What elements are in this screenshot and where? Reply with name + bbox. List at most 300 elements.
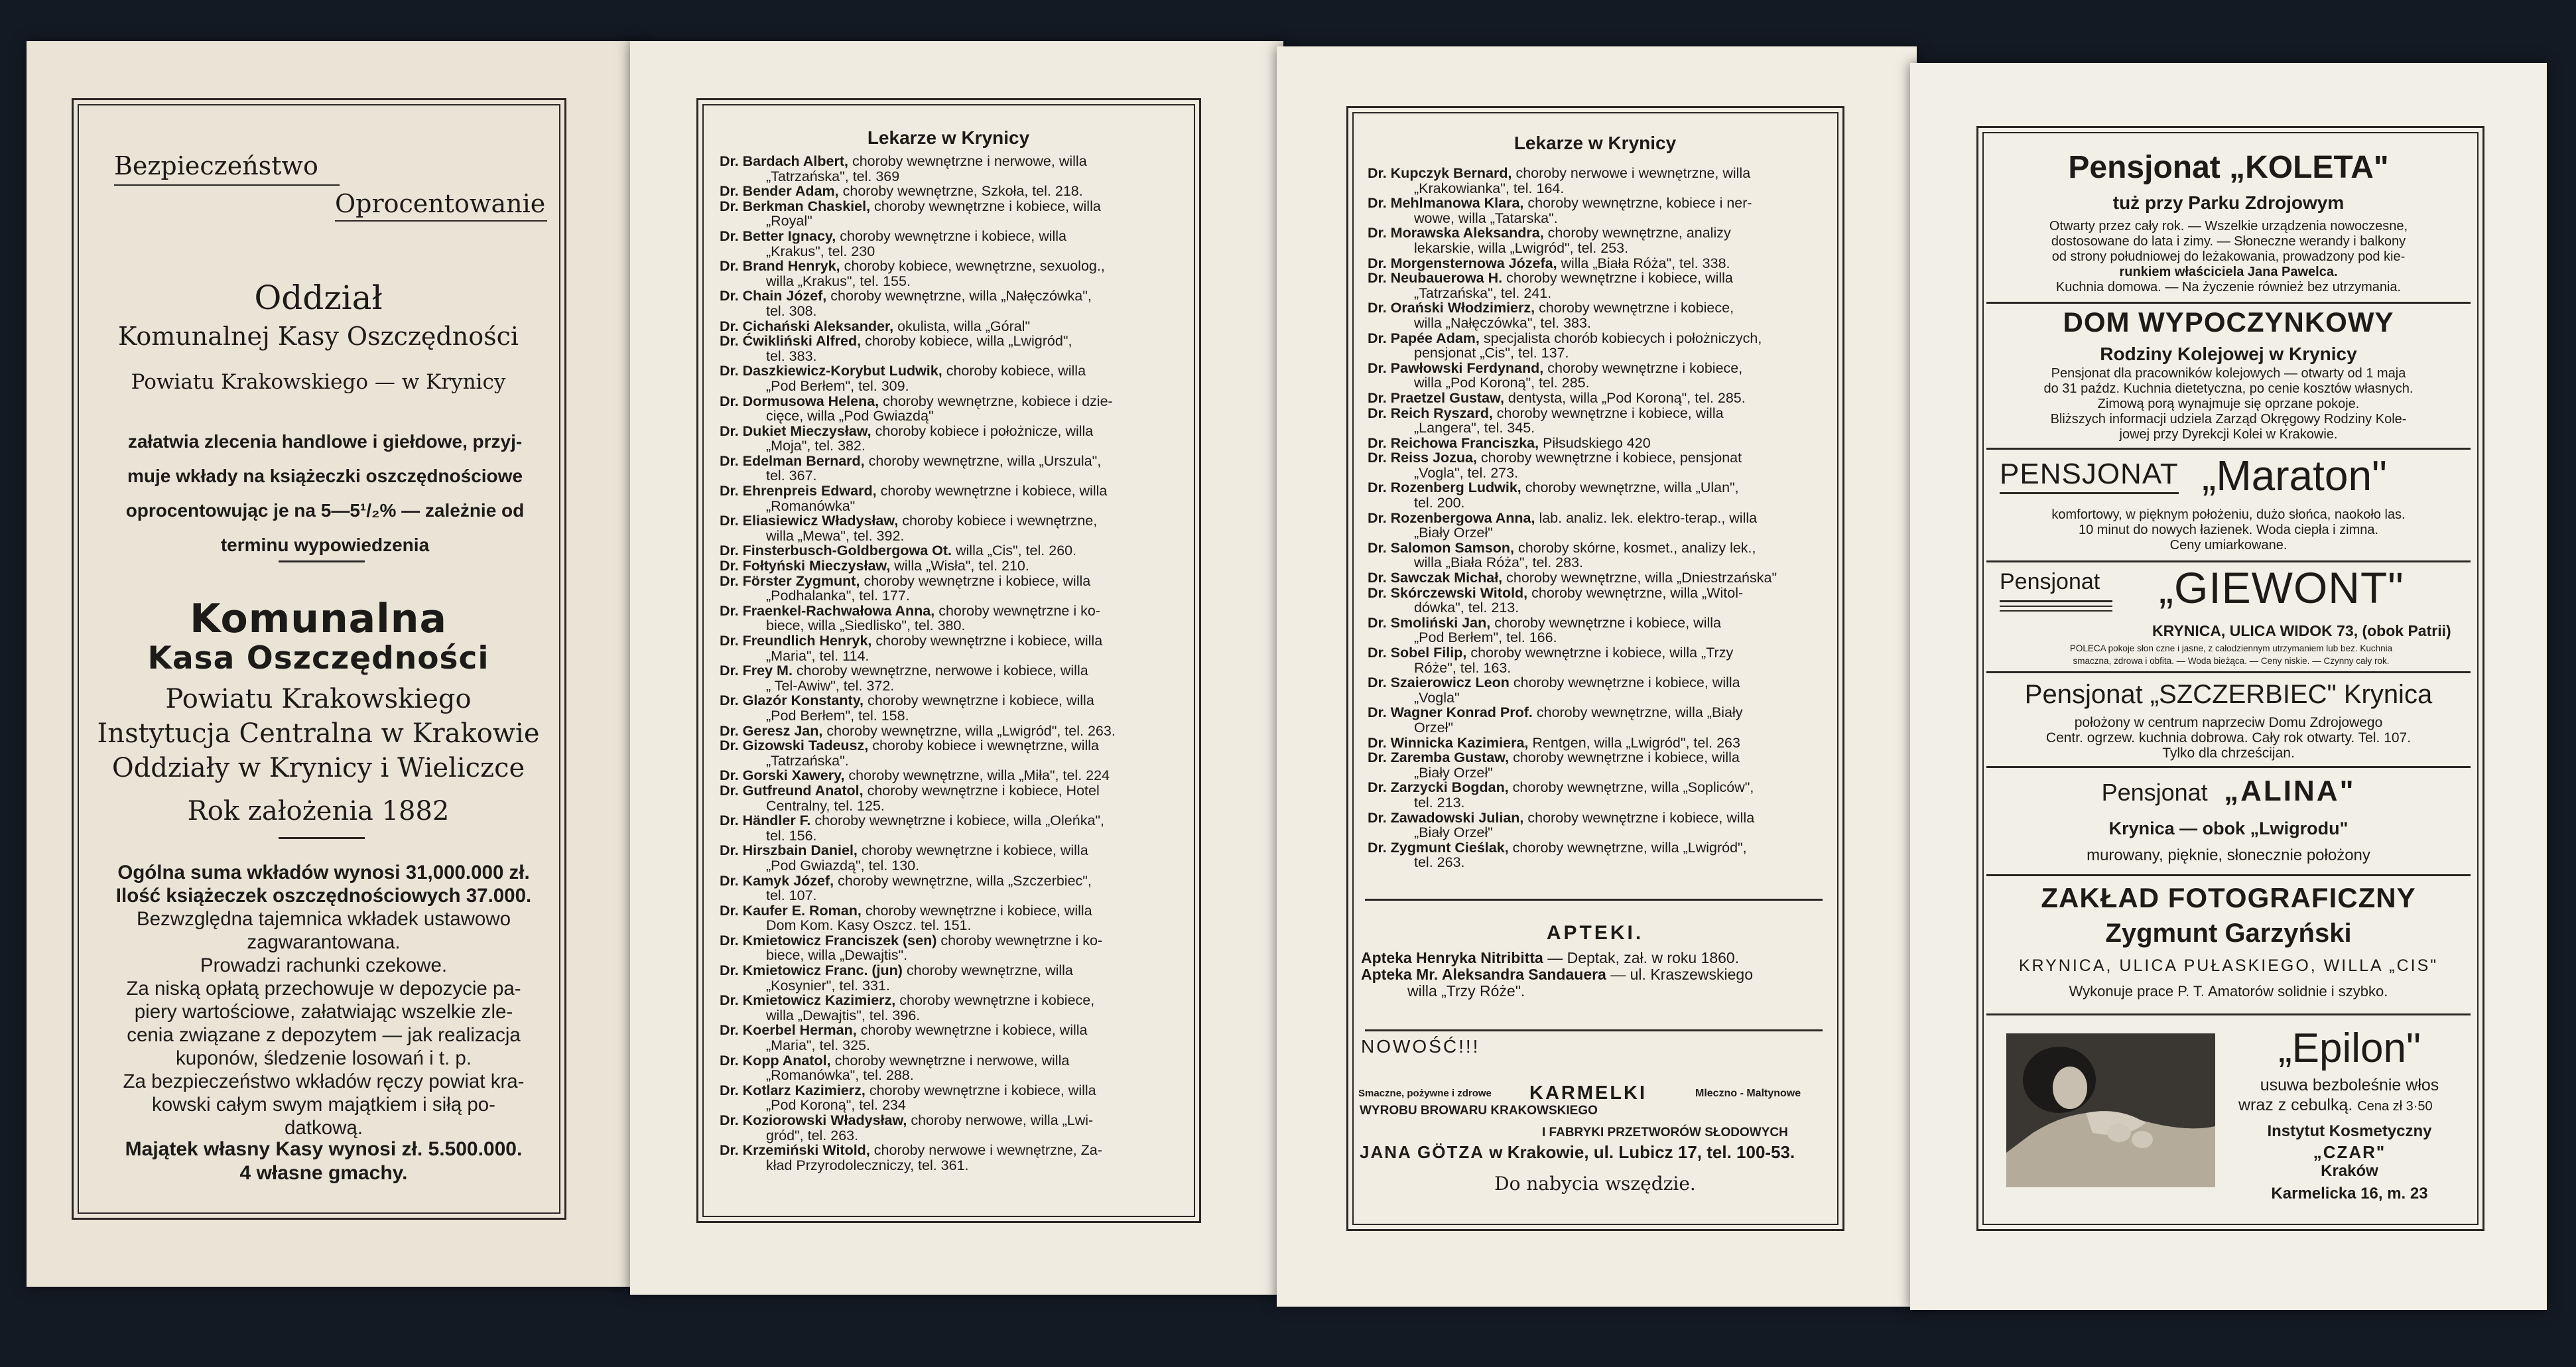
komunalna-title: Komunalna <box>190 596 447 642</box>
giewont-prefix-underline-3 <box>2000 610 2112 612</box>
koleta-line: Kuchnia domowa. — Na życzenie również bez utrzymania. <box>2055 280 2402 294</box>
entry-continuation: willa „Dewajtis", tel. 396. <box>766 1007 921 1023</box>
info-line: cenia związane z depozytem — jak realizacja <box>127 1024 521 1046</box>
entry-text: choroby wewnętrzne, nerwowe i kobiece, willa <box>796 663 1088 679</box>
entry-name: Dr. Koziorowski Władysław, <box>720 1112 907 1128</box>
entry-text: choroby wewnętrzne i kobiece, pensjonat <box>1480 450 1742 466</box>
entry-name: Dr. Bardach Albert, <box>720 153 848 169</box>
entry-text: choroby wewnętrzne i kobiece, willa <box>861 842 1088 859</box>
entry-text: choroby wewnętrzne i kobiece, willa <box>1494 614 1721 631</box>
oddzial-title: Oddział <box>254 279 383 317</box>
entry-name: Dr. Daszkiewicz-Korybut Ludwik, <box>720 363 942 379</box>
entry-text: choroby wewnętrzne, kobiece i ner- <box>1527 195 1752 212</box>
list-item <box>720 993 1181 1023</box>
epilon-price: Cena zł 3·50 <box>2357 1099 2433 1114</box>
info-line: Bezwzględna tajemnica wkładek ustawowo <box>136 908 511 930</box>
entry-text: choroby wewnętrzne i kobiece, willa <box>874 198 1101 214</box>
list-item <box>720 363 1181 393</box>
entry-continuation: tel. 107. <box>766 887 817 904</box>
entry-name: Dr. Skórczewski Witold, <box>1368 584 1528 601</box>
entry-continuation: „Kosynier", tel. 331. <box>766 977 890 994</box>
entry-name: Dr. Reich Ryszard, <box>1368 405 1493 421</box>
entry-continuation: „Vogla" <box>1414 689 1460 706</box>
entry-continuation: „Biały Orzeł" <box>1414 764 1493 781</box>
entry-name: Dr. Brand Henryk, <box>720 258 840 275</box>
entry-name: Dr. Papée Adam, <box>1368 330 1480 346</box>
entry-continuation: pensjonat „Cis", tel. 137. <box>1414 345 1569 361</box>
koleta-line: od strony południowej do leżakowania, prowadzony pod kie- <box>2051 249 2406 264</box>
entry-text: choroby wewnętrzne, willa „Szczerbiec", <box>838 872 1092 889</box>
giewont-name: „GIEWONT" <box>2159 563 2404 612</box>
list-item <box>720 783 1181 813</box>
list-item <box>720 319 1181 334</box>
list-item <box>1368 736 1825 751</box>
info-line: kowski całym swym majątkiem i siłą po- <box>152 1094 495 1116</box>
list-item <box>1368 780 1825 810</box>
info-line: Za bezpieczeństwo wkładów ręczy powiat kra- <box>123 1071 525 1092</box>
entry-text: choroby wewnętrzne i kobiece, willa <box>840 228 1067 244</box>
dom-line: Zimową porą wynajmuje się oprzane pokoje. <box>2097 397 2360 411</box>
entry-text: choroby wewnętrzne i kobiece, willa <box>1513 749 1740 766</box>
entry-name: Dr. Kopp Anatol, <box>720 1052 831 1069</box>
dom-line: Pensjonat dla pracowników kolejowych — otwarty od 1 maja <box>2051 366 2406 381</box>
entry-name: Dr. Krzemiński Witold, <box>720 1142 870 1159</box>
entry-text: choroby wewnętrzne, willa „Ulan", <box>1525 480 1739 496</box>
entry-continuation: „Tatrzańska". <box>766 752 849 769</box>
entry-text: choroby wewnętrzne, willa „Nałęczówka", <box>830 288 1092 304</box>
dom-line: jowej przy Dyrekcji Kolei w Krakowie. <box>2119 427 2338 442</box>
body-line: oprocentowując je na 5—5¹/₂% — zależnie od <box>125 500 525 521</box>
entry-name: Dr. Kamyk Józef, <box>720 872 834 889</box>
list-item <box>1368 586 1825 616</box>
alina-name: „ALINA" <box>2224 775 2356 807</box>
karmelki-word: KARMELKI <box>1529 1082 1647 1104</box>
alina-text: murowany, pięknie, słonecznie położony <box>2087 846 2370 864</box>
entry-name: Dr. Freundlich Henryk, <box>720 633 872 649</box>
list-item <box>720 1143 1181 1173</box>
entry-continuation: tel. 367. <box>766 468 817 484</box>
entry-name: Dr. Förster Zygmunt, <box>720 572 860 589</box>
entry-text: choroby wewnętrzne, willa „Urszula", <box>868 452 1102 469</box>
entry-continuation: willa „Trzy Róże". <box>1407 982 1525 1000</box>
list-item <box>1368 616 1825 645</box>
entry-text: choroby wewnętrzne i kobiece, willa <box>1496 405 1724 421</box>
wyrobu-line-1: WYROBU BROWARU KRAKOWSKIEGO <box>1360 1104 1598 1118</box>
entry-continuation: Dom Kom. Kasy Oszcz. tel. 151. <box>766 917 972 934</box>
entry-text: choroby skórne, kosmet., analizy lek., <box>1518 539 1756 556</box>
list-item <box>1368 705 1825 735</box>
epilon-text-1: usuwa bezboleśnie włos <box>2260 1076 2439 1094</box>
list-item <box>720 543 1181 558</box>
entry-name: Dr. Cichański Aleksander, <box>720 318 894 334</box>
entry-name: Dr. Kaufer E. Roman, <box>720 902 862 919</box>
footer-line: 4 własne gmachy. <box>239 1162 408 1184</box>
list-item <box>1368 331 1825 361</box>
apteki-title: APTEKI. <box>1546 922 1644 944</box>
czar-line-2: „CZAR" <box>2313 1142 2386 1162</box>
foto-title: ZAKŁAD FOTOGRAFICZNY <box>2041 882 2416 913</box>
giewont-prefix-underline <box>2000 600 2112 602</box>
list-item <box>720 903 1181 933</box>
entry-continuation: Róże", tel. 163. <box>1414 659 1512 676</box>
entry-name: Dr. Zaremba Gustaw, <box>1368 749 1510 766</box>
entry-continuation: „Tatrzańska", tel. 369 <box>766 168 900 184</box>
header-oprocentowanie: Oprocentowanie <box>335 189 546 218</box>
list-item <box>1361 966 1825 1000</box>
entry-continuation: cięce, willa „Pod Gwiazdą" <box>766 408 934 424</box>
list-item <box>720 738 1181 768</box>
szczerbiec-line: położony w centrum naprzeciw Domu Zdrojowego <box>2074 715 2383 730</box>
entry-continuation: tel. 213. <box>1414 794 1465 811</box>
szczerbiec-line: Centr. ogrzew. kuchnia dobrowa. Cały rok otwarty. Tel. 107. <box>2045 730 2412 746</box>
foto-text: Wykonuje prace P. T. Amatorów solidnie i szybko. <box>2069 983 2388 1000</box>
list-item <box>720 229 1181 259</box>
entry-name: Dr. Morawska Aleksandra, <box>1368 225 1544 241</box>
entry-continuation: „Biały Orzeł" <box>1414 525 1493 541</box>
entry-continuation: kład Przyrodoleczniczy, tel. 361. <box>766 1157 969 1173</box>
entry-text: — Deptak, zał. w roku 1860. <box>1547 949 1740 966</box>
entry-text: willa „Wisła", tel. 210. <box>894 558 1029 574</box>
entry-continuation: „Pod Berłem", tel. 166. <box>1414 629 1557 646</box>
alina-title <box>1983 775 2474 808</box>
epilon-name: „Epilon" <box>2278 1025 2421 1071</box>
entry-continuation: wowe, willa „Tatarska". <box>1414 210 1558 226</box>
entry-text: choroby wewnętrzne, willa „Dniestrzańska" <box>1506 570 1777 586</box>
entry-name: Dr. Dormusowa Helena, <box>720 393 879 409</box>
entry-text: choroby wewnętrzne i kobiece, willa <box>869 1082 1096 1098</box>
entry-continuation: „Krakus", tel. 230 <box>766 243 875 259</box>
entry-continuation: lekarskie, willa „Lwigród", tel. 253. <box>1414 239 1629 256</box>
list-item <box>720 843 1181 873</box>
entry-name: Dr. Neubauerowa H. <box>1368 270 1503 287</box>
czar-line-4: Karmelicka 16, m. 23 <box>2271 1185 2428 1203</box>
list-item <box>720 874 1181 903</box>
dom-sub: Rodziny Kolejowej w Krynicy <box>2100 344 2357 364</box>
list-item <box>1368 196 1825 226</box>
entry-text: choroby wewnętrzne, willa „Lwigród", <box>1512 839 1747 856</box>
entry-continuation: „Pod Berłem", tel. 309. <box>766 377 909 394</box>
list-item <box>720 693 1181 723</box>
entry-text: okulista, willa „Góral" <box>897 318 1031 334</box>
entry-text: choroby nerwowe i wewnętrzne, Za- <box>873 1142 1102 1159</box>
reclining-woman-picture <box>2006 1033 2215 1187</box>
gotz-addr: w Krakowie, ul. Lubicz 17, tel. 100-53. <box>1489 1142 1795 1162</box>
header-bezpieczenstwo: Bezpieczeństwo <box>114 151 318 180</box>
maraton-name: „Maraton" <box>2202 452 2387 499</box>
list-item <box>1368 391 1825 406</box>
giewont-prefix-underline-2 <box>2000 606 2112 607</box>
entry-name: Dr. Chain Józef, <box>720 288 827 304</box>
koleta-line: Otwarty przez cały rok. — Wszelkie urządzenia nowoczesne, <box>2049 219 2408 233</box>
dom-text <box>1990 366 2467 442</box>
list-item <box>720 604 1181 633</box>
gotz-footer: Do nabycia wszędzie. <box>1494 1173 1696 1195</box>
founded-year: Rok założenia 1882 <box>187 796 450 826</box>
entry-continuation: tel. 308. <box>766 302 817 319</box>
entry-continuation: biece, willa „Dewajtis". <box>766 947 908 964</box>
dom-title: DOM WYPOCZYNKOWY <box>2063 306 2394 338</box>
entry-name: Dr. Kupczyk Bernard, <box>1368 165 1512 181</box>
entry-text: choroby wewnętrzne, willa „Miła", tel. 224 <box>848 767 1110 784</box>
oddzial-subtitle-2: Powiatu Krakowskiego — w Krynicy <box>131 370 506 394</box>
entry-continuation: Orzeł" <box>1414 719 1453 736</box>
doctor-list-2 <box>1368 166 1825 870</box>
list-item <box>1368 480 1825 510</box>
entry-text: choroby wewnętrzne i kobiece, willa <box>860 1022 1088 1039</box>
entry-text: choroby wewnętrzne i kobiece, willa <box>1506 270 1733 287</box>
list-item <box>1368 166 1825 196</box>
entry-name: Dr. Gorski Xawery, <box>720 767 845 784</box>
koleta-sub: tuż przy Parku Zdrojowym <box>2112 192 2345 213</box>
list-item <box>1368 840 1825 870</box>
list-item <box>720 1053 1181 1083</box>
entry-name: Dr. Sawczak Michał, <box>1368 570 1503 586</box>
entry-text: choroby wewnętrzne, willa „Sopliców", <box>1512 779 1754 796</box>
sub-line: Oddziały w Krynicy i Wieliczce <box>111 753 525 783</box>
list-item <box>720 259 1181 289</box>
entry-text: choroby wewnętrzne, willa „Lwigród", tel. 263. <box>826 722 1116 739</box>
entry-continuation: „Maria", tel. 114. <box>766 647 869 664</box>
entry-continuation: dówka", tel. 213. <box>1414 600 1519 616</box>
list-item <box>1368 645 1825 675</box>
list-item <box>1368 450 1825 480</box>
entry-text: Piłsudskiego 420 <box>1543 434 1651 451</box>
giewont-prefix: Pensjonat <box>2000 569 2100 594</box>
giewont-addr: KRYNICA, ULICA WIDOK 73, (obok Patrii) <box>2152 622 2451 639</box>
entry-continuation: „Romanówka" <box>766 497 856 514</box>
alina-sub: Krynica — obok „Lwigrodu" <box>2108 818 2349 838</box>
entry-continuation: „Biały Orzeł" <box>1414 824 1493 841</box>
list-item <box>720 154 1181 184</box>
entry-continuation: „Moja", tel. 382. <box>766 438 866 454</box>
entry-name: Dr. Gizowski Tadeusz, <box>720 738 869 754</box>
apteki-top-rule <box>1365 899 1823 901</box>
divider <box>279 837 365 839</box>
entry-name: Dr. Zygmunt Cieślak, <box>1368 839 1509 856</box>
list-item <box>720 663 1181 693</box>
list-item <box>720 289 1181 318</box>
info-line: Prowadzi rachunki czekowe. <box>200 954 448 976</box>
list-item <box>1368 226 1825 255</box>
info-line: piery wartościowe, załatwiając wszelkie zle- <box>134 1001 513 1023</box>
entry-name: Dr. Fraenkel-Rachwałowa Anna, <box>720 602 935 619</box>
oddzial-body <box>93 424 557 562</box>
entry-text: choroby nerwowe i wewnętrzne, willa <box>1515 165 1751 181</box>
info-line: datkową. <box>284 1117 363 1139</box>
entry-continuation: „ Tel-Awiw", tel. 372. <box>766 677 895 694</box>
entry-text: choroby wewnętrzne, willa „Witol- <box>1531 584 1744 601</box>
maraton-prefix: PENSJONAT <box>2000 458 2179 490</box>
entry-text: choroby wewnętrzne i ko- <box>938 602 1100 619</box>
maraton-prefix-underline <box>2000 492 2179 494</box>
entry-text: choroby wewnętrzne i kobiece, willa <box>880 483 1108 499</box>
list-item <box>1368 675 1825 705</box>
entry-continuation: tel. 263. <box>1414 854 1465 871</box>
entry-continuation: tel. 200. <box>1414 495 1465 511</box>
entry-text: choroby wewnętrzne i kobiece, willa „Oleńka", <box>814 813 1105 829</box>
apteki-list <box>1361 950 1825 1000</box>
list-item <box>720 199 1181 229</box>
entry-text: choroby wewnętrzne i kobiece, willa <box>868 692 1094 709</box>
entry-name: Dr. Morgensternowa Józefa, <box>1368 255 1557 271</box>
entry-text: choroby kobiece i wewnętrzne, willa <box>872 738 1099 754</box>
entry-name: Dr. Bender Adam, <box>720 183 839 200</box>
lekarze-title-2: Lekarze w Krynicy <box>1513 133 1677 153</box>
entry-name: Dr. Zarzycki Bogdan, <box>1368 779 1509 796</box>
info-line: zagwarantowana. <box>247 931 401 953</box>
entry-text: willa „Biała Róża", tel. 338. <box>1561 255 1730 271</box>
giewont-line: smaczna, zdrowa i obfita. — Woda bieżąca. — Ceny niskie. — Czynny cały rok. <box>2073 656 2390 666</box>
header-left-underline <box>114 184 340 186</box>
list-item <box>1368 300 1825 330</box>
giewont-text <box>1995 642 2467 667</box>
list-item <box>720 484 1181 513</box>
kasa-title: Kasa Oszczędności <box>147 640 489 677</box>
ad-separator <box>1986 302 2471 304</box>
entry-text: choroby kobiece, wewnętrzne, sexuolog., <box>844 258 1105 275</box>
entry-name: Dr. Kmietowicz Franc. (jun) <box>720 962 903 979</box>
entry-name: Dr. Koerbel Herman, <box>720 1022 857 1039</box>
koleta-line: runkiem właściciela Jana Pawelca. <box>2119 265 2338 279</box>
maraton-text <box>1990 507 2467 553</box>
entry-name: Dr. Hirszbain Daniel, <box>720 842 858 859</box>
entry-name: Dr. Gutfreund Anatol, <box>720 782 864 799</box>
czar-line-3: Kraków <box>2321 1162 2378 1180</box>
entry-text: lab. analiz. lek. elektro-terap., willa <box>1539 509 1758 526</box>
doctor-list-1 <box>720 154 1181 1173</box>
list-item <box>720 933 1181 963</box>
entry-text: choroby wewnętrzne i kobiece, willa <box>865 902 1092 919</box>
entry-continuation: gród", tel. 263. <box>766 1127 859 1143</box>
entry-text: choroby wewnętrzne, willa <box>906 962 1073 979</box>
entry-name: Dr. Geresz Jan, <box>720 722 823 739</box>
entry-name: Dr. Rozenberg Ludwik, <box>1368 480 1521 496</box>
entry-text: choroby wewnętrzne i kobiece, willa <box>1513 675 1740 691</box>
dom-line: Bliższych informacji udziela Zarząd Okręgowy Rodziny Kole- <box>2050 412 2407 426</box>
entry-continuation: willa „Biała Róża", tel. 283. <box>1414 554 1583 571</box>
entry-text: choroby nerwowe, willa „Lwi- <box>911 1112 1094 1128</box>
list-item <box>720 394 1181 424</box>
entry-name: Dr. Edelman Bernard, <box>720 452 865 469</box>
giewont-line: POLECA pokoje słon czne i jasne, z całodziennym utrzymaniem lub bez. Kuchnia <box>2069 643 2393 653</box>
czar-line-1: Instytut Kosmetyczny <box>2267 1122 2432 1140</box>
karmelki-right: Mleczno - Maltynowe <box>1695 1088 1801 1099</box>
entry-continuation: „Langera", tel. 345. <box>1414 420 1535 436</box>
entry-name: Dr. Salomon Samson, <box>1368 539 1515 556</box>
entry-name: Dr. Smoliński Jan, <box>1368 614 1491 631</box>
list-item <box>720 424 1181 454</box>
koleta-text <box>1990 219 2467 295</box>
list-item <box>720 334 1181 363</box>
entry-continuation: „Royal" <box>766 213 812 229</box>
entry-name: Dr. Frey M. <box>720 663 793 679</box>
info-line: kuponów, śledzenie losowań i t. p. <box>175 1047 472 1069</box>
entry-text: choroby wewnętrzne i kobiece, willa <box>864 572 1091 589</box>
list-item <box>720 1023 1181 1053</box>
entry-name: Dr. Fołtyński Mieczysław, <box>720 558 891 574</box>
list-item <box>720 1083 1181 1113</box>
entry-continuation: biece, willa „Siedlisko", tel. 380. <box>766 618 966 634</box>
list-item <box>720 454 1181 484</box>
wyrobu-line-2: I FABRYKI PRZETWORÓW SŁODOWYCH <box>1542 1126 1788 1139</box>
entry-continuation: Centralny, tel. 125. <box>766 797 885 814</box>
lekarze-title-1: Lekarze w Krynicy <box>867 127 1030 148</box>
maraton-line: 10 minut do nowych łazienek. Woda ciepła i zimna. <box>2078 523 2379 537</box>
entry-continuation: willa „Pod Koroną", tel. 285. <box>1414 375 1590 391</box>
entry-text: choroby wewnętrzne i kobiece, willa „Trzy <box>1470 645 1734 661</box>
entry-text: choroby wewnętrzne, willa „Biały <box>1536 704 1743 721</box>
foto-name: Zygmunt Garzyński <box>2105 919 2352 948</box>
entry-text: choroby wewnętrzne i kobiece, Hotel <box>867 782 1100 799</box>
entry-text: Rentgen, willa „Lwigród", tel. 263 <box>1532 734 1740 751</box>
gotz-name: JANA GÖTZA <box>1360 1142 1485 1162</box>
divider <box>279 560 365 562</box>
entry-text: choroby wewnętrzne i nerwowe, willa <box>852 153 1087 169</box>
entry-text: choroby wewnętrzne i ko- <box>940 932 1103 948</box>
entry-text: choroby wewnętrzne i kobiece, willa <box>875 633 1103 649</box>
entry-continuation: „Pod Gwiazdą", tel. 130. <box>766 857 920 874</box>
entry-text: choroby wewnętrzne, kobiece i dzie- <box>883 393 1113 409</box>
entry-name: Dr. Berkman Chaskiel, <box>720 198 871 214</box>
info-line: Za niską opłatą przechowuje w depozycie pa- <box>126 978 521 1000</box>
list-item <box>720 184 1181 199</box>
entry-text: choroby wewnętrzne, analizy <box>1547 225 1731 241</box>
szczerbiec-line: Tylko dla chrześcijan. <box>2162 746 2295 761</box>
list-item <box>720 813 1181 843</box>
entry-continuation: „Podhalanka", tel. 177. <box>766 588 910 604</box>
entry-continuation: willa „Krakus", tel. 155. <box>766 273 911 289</box>
list-item <box>720 558 1181 574</box>
list-item <box>720 633 1181 663</box>
ad-separator <box>1986 766 2471 768</box>
entry-text: — ul. Kraszewskiego <box>1610 966 1753 983</box>
entry-name: Dr. Händler F. <box>720 813 811 829</box>
entry-text: specjalista chorób kobiecych i położniczych, <box>1483 330 1762 346</box>
karmelki-left: Smaczne, pożywne i zdrowe <box>1358 1088 1492 1099</box>
entry-name: Dr. Winnicka Kazimiera, <box>1368 734 1529 751</box>
list-item <box>1368 511 1825 541</box>
list-item <box>720 963 1181 993</box>
list-item <box>1368 361 1825 391</box>
entry-text: choroby kobiece, willa „Lwigród", <box>865 333 1072 350</box>
list-item <box>1368 256 1825 271</box>
gotz-line <box>1360 1142 1837 1163</box>
entry-continuation: „Maria", tel. 325. <box>766 1037 870 1054</box>
list-item <box>720 768 1181 783</box>
entry-name: Apteka Henryka Nitribitta <box>1361 949 1543 966</box>
list-item <box>1368 570 1825 586</box>
entry-text: choroby wewnętrzne i nerwowe, willa <box>834 1052 1070 1069</box>
entry-name: Dr. Reiss Jozua, <box>1368 450 1477 466</box>
entry-text: choroby kobiece i wewnętrzne, <box>902 513 1098 529</box>
entry-name: Dr. Kotlarz Kazimierz, <box>720 1082 866 1098</box>
entry-name: Dr. Mehlmanowa Klara, <box>1368 195 1524 212</box>
kasa-footer <box>88 1138 560 1185</box>
entry-name: Dr. Zawadowski Julian, <box>1368 809 1524 826</box>
entry-text: choroby wewnętrzne i kobiece, <box>1539 300 1734 316</box>
body-line: załatwia zlecenia handlowe i giełdowe, przyj- <box>127 431 523 452</box>
header-right-underline <box>335 220 547 222</box>
ad-separator <box>1986 671 2471 673</box>
entry-continuation: „Krakowianka", tel. 164. <box>1414 180 1565 196</box>
maraton-line: Ceny umiarkowane. <box>2169 538 2287 553</box>
info-line: Ilość książeczek oszczędnościowych 37.000. <box>115 885 532 907</box>
list-item <box>720 1113 1181 1143</box>
entry-name: Dr. Kmietowicz Franciszek (sen) <box>720 932 937 948</box>
entry-name: Dr. Better Ignacy, <box>720 228 836 244</box>
list-item <box>1368 436 1825 451</box>
list-item <box>1361 950 1825 966</box>
